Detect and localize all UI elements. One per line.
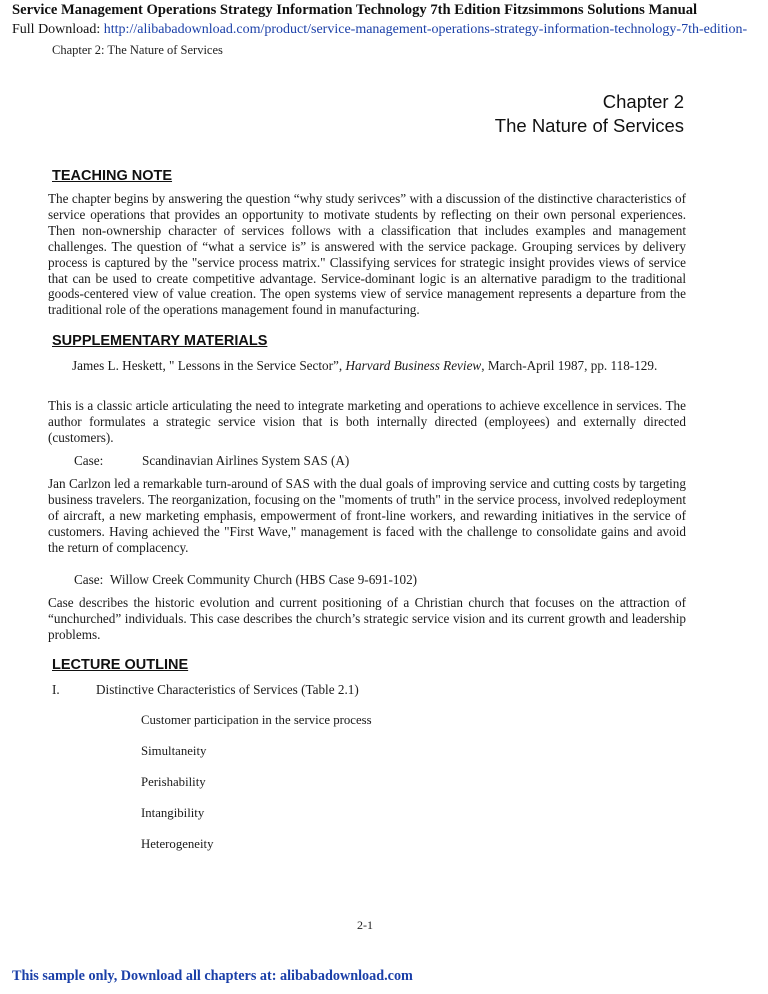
reference-authors: James L. Heskett, " Lessons in the Service Sector”, [72,358,346,373]
outline-item: Intangibility [141,806,205,820]
lecture-outline-heading: LECTURE OUTLINE [52,657,189,673]
teaching-note-body: The chapter begins by answering the question “why study serivces” with a discussion of the distinctive characteristics of service operations that provides an opportunity to motivate students by reflecting on their own personal experiences. Then non-ownership character of services follows with a classification that includes examples and management challenges. The question of “what a service is” is answered with the service package. Grouping services by delivery process is captured by the "service process matrix." Classifying services for strategic insight provides views of service that can be used to create competitive advantage. Service-dominant logic is an alternative paradigm to the traditional goods-centered view of value creation. The open systems view of service management represents a departure from the traditional role of the operations management found in manufacturing. [48,191,686,318]
willow-creek-case-summary: Case describes the historic evolution and current positioning of a Christian church that focuses on the attraction of “unchurched” individuals. This case describes the church’s strategic service vision and its current growth and leadership problems. [48,595,686,642]
outline-item: Heterogeneity [141,837,214,851]
outline-item: Perishability [141,775,206,789]
reference-summary: This is a classic article articulating the need to integrate marketing and operations to achieve excellence in services. The author formulates a strategic service vision that is both internally directed (employees) and externally directed (customers). [48,398,686,445]
case-label: Case: [74,453,104,468]
heskett-reference [72,358,668,374]
case-label: Case: [74,572,104,587]
document-banner-title: Service Management Operations Strategy Information Technology 7th Edition Fitzsimmons Solutions Manual [12,2,698,18]
outline-item: Simultaneity [141,744,207,758]
page-number: 2-1 [357,918,373,932]
supplementary-materials-heading: SUPPLEMENTARY MATERIALS [52,333,268,349]
full-download-link[interactable]: http://alibabadownload.com/product/service-management-operations-strategy-information-technology-7th-edition- [103,22,748,37]
running-head: Chapter 2: The Nature of Services [52,43,223,57]
sas-case-title: Scandinavian Airlines System SAS (A) [142,453,350,468]
reference-journal: Harvard Business Review [345,358,482,373]
sas-case-summary: Jan Carlzon led a remarkable turn-around of SAS with the dual goals of improving service and cutting costs by targeting business travelers. The reorganization, focusing on the "moments of truth" in the service process, involved redeployment of aircraft, a new marketing emphasis, empowerment of front-line workers, and rewarding initiatives in the service of customers. Having achieved the "First Wave," management is faced with the challenge to consolidate gains and avoid the return of complacency. [48,476,686,555]
outline-section-title: Distinctive Characteristics of Services (Table 2.1) [96,682,359,697]
chapter-heading [495,90,684,138]
sas-case-line [74,453,349,469]
outline-section-row [52,682,359,698]
chapter-title: The Nature of Services [494,115,684,136]
reference-details: , March-April 1987, pp. 118-129. [481,358,658,373]
teaching-note-heading: TEACHING NOTE [52,168,173,184]
full-download-line [12,22,768,38]
outline-item: Customer participation in the service process [141,713,372,727]
willow-creek-case-title: Willow Creek Community Church (HBS Case 9-691-102) [109,572,418,587]
footer-download-banner[interactable]: This sample only, Download all chapters at: alibabadownload.com [12,968,413,984]
outline-section-number: I. [52,682,60,697]
chapter-number: Chapter 2 [602,91,684,112]
full-download-label: Full Download: [12,22,104,37]
willow-creek-case-line [74,572,417,588]
